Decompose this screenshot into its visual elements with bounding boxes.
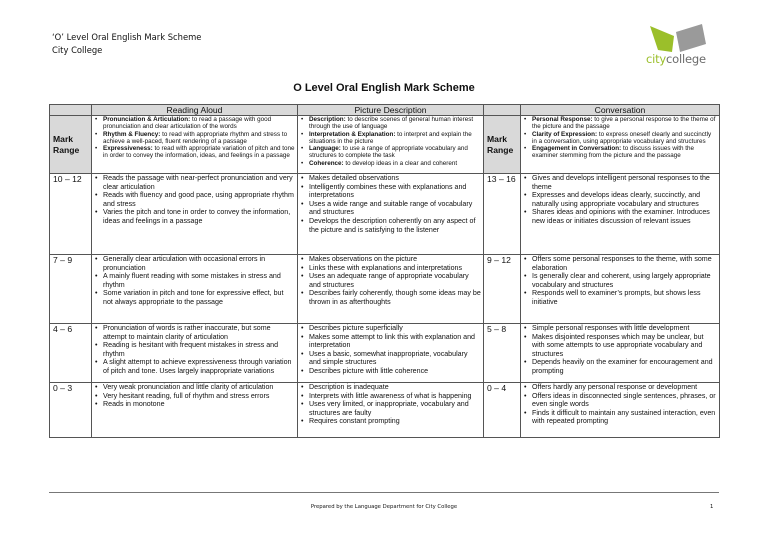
criterion-item: • Coherence: to develop ideas in a clear and coherent [300, 160, 481, 167]
criterion-item: • Rhythm & Fluency: to read with appropriate rhythm and stress to achieve a well-paced, fluent rendering of a passage [94, 131, 295, 146]
conversation-descriptors [521, 255, 720, 324]
descriptor-item: • Offers ideas in disconnected single sentences, phrases, or even single words [523, 392, 717, 409]
descriptor-item: • Generally clear articulation with occasional errors in pronunciation [94, 255, 295, 272]
descriptor-item: • Makes some attempt to link this with explanation and interpretation [300, 333, 481, 350]
descriptor-item: • Uses very limited, or inappropriate, vocabulary and structures are faulty [300, 400, 481, 417]
band-row-3 [50, 324, 720, 383]
reading-descriptors [92, 174, 298, 255]
band-row-1 [50, 174, 720, 255]
conversation-descriptors [521, 324, 720, 383]
descriptor-item: • Uses a basic, somewhat inappropriate, vocabulary and simple structures [300, 350, 481, 367]
criterion-item: • Engagement in Conversation: to discuss issues with the examiner stemming from the picture and the passage [523, 145, 717, 160]
descriptor-item: • Simple personal responses with little development [523, 324, 717, 333]
logo-wordmark-college: college [666, 52, 706, 66]
descriptor-item: • Requires constant prompting [300, 417, 481, 426]
descriptor-item: • A mainly fluent reading with some mistakes in stress and rhythm [94, 272, 295, 289]
document-header [52, 31, 201, 57]
descriptor-item: • A slight attempt to achieve expressiveness through variation of pitch and tone. Uses largely inappropriate variations [94, 358, 295, 375]
conversation-criteria [521, 116, 720, 174]
criterion-item: • Language: to use a range of appropriate vocabulary and structures to complete the task [300, 145, 481, 160]
reading-criteria [92, 116, 298, 174]
logo-wordmark-city: city [646, 52, 667, 66]
document-header-title: ‘O’ Level Oral English Mark Scheme [52, 32, 202, 42]
descriptor-item: • Some variation in pitch and tone for expressive effect, but not always appropriate to the passage [94, 289, 295, 306]
descriptor-item: • Description is inadequate [300, 383, 481, 392]
descriptor-item: • Responds well to examiner’s prompts, but shows less initiative [523, 289, 717, 306]
picture-descriptors [298, 174, 484, 255]
logo-grey-shape [676, 24, 706, 52]
descriptor-item: • Depends heavily on the examiner for encouragement and prompting [523, 358, 717, 375]
descriptor-item: • Uses an adequate range of appropriate vocabulary and structures [300, 272, 481, 289]
descriptor-item: • Makes detailed observations [300, 174, 481, 183]
descriptor-item: • Develops the description coherently on any aspect of the picture and is satisfying to the listener [300, 217, 481, 234]
descriptor-item: • Makes disjointed responses which may be unclear, but with some attempts to use appropriate vocabulary and structures [523, 333, 717, 359]
criterion-item: • Expressiveness: to read with appropriate variation of pitch and tone in order to convey the information, ideas, and feelings in a passage [94, 145, 295, 160]
header-blank-cell [484, 105, 521, 116]
criterion-item: • Interpretation & Explanation: to interpret and explain the situations in the picture [300, 131, 481, 146]
descriptor-item: • Very hesitant reading, full of rhythm and stress errors [94, 392, 295, 401]
reading-picture-mark-range: 0 – 3 [50, 383, 92, 438]
descriptor-item: • Offers hardly any personal response or development [523, 383, 717, 392]
criterion-item: • Personal Response: to give a personal response to the theme of the picture and the passage [523, 116, 717, 131]
conversation-mark-range: 9 – 12 [484, 255, 521, 324]
mark-scheme-table [49, 104, 720, 438]
descriptor-item: • Describes fairly coherently, though some ideas may be thrown in as afterthoughts [300, 289, 481, 306]
header-blank-cell [50, 105, 92, 116]
descriptor-item: • Links these with explanations and interpretations [300, 264, 481, 273]
descriptor-item: • Reading is hesitant with frequent mistakes in stress and rhythm [94, 341, 295, 358]
descriptor-item: • Uses a wide range and suitable range of vocabulary and structures [300, 200, 481, 217]
band-row-4 [50, 383, 720, 438]
descriptor-item: • Describes picture superficially [300, 324, 481, 333]
descriptor-item: • Offers some personal responses to the theme, with some elaboration [523, 255, 717, 272]
page-title: O Level Oral English Mark Scheme [293, 82, 475, 94]
section-conversation: Conversation [521, 105, 720, 116]
band-row-2 [50, 255, 720, 324]
descriptor-item: • Reads the passage with near-perfect pronunciation and very clear articulation [94, 174, 295, 191]
mark-range-label: Mark Range [50, 116, 92, 174]
descriptor-item: • Expresses and develops ideas clearly, succinctly, and naturally using appropriate vocabulary and structures [523, 191, 717, 208]
descriptor-item: • Reads with fluency and good pace, using appropriate rhythm and stress [94, 191, 295, 208]
reading-descriptors [92, 324, 298, 383]
descriptor-item: • Is generally clear and coherent, using largely appropriate vocabulary and structures [523, 272, 717, 289]
page-number: 1 [710, 504, 714, 510]
conversation-mark-range: 0 – 4 [484, 383, 521, 438]
section-picture-description: Picture Description [298, 105, 484, 116]
conversation-descriptors [521, 383, 720, 438]
reading-descriptors [92, 383, 298, 438]
logo-green-shape [650, 26, 674, 52]
reading-descriptors [92, 255, 298, 324]
picture-criteria [298, 116, 484, 174]
descriptor-item: • Shares ideas and opinions with the examiner. Introduces new ideas or initiates discussion of relevant issues [523, 208, 717, 225]
logo-wordmark [646, 52, 706, 66]
reading-picture-mark-range: 10 – 12 [50, 174, 92, 255]
descriptor-item: • Interprets with little awareness of what is happening [300, 392, 481, 401]
footer-divider [49, 492, 719, 493]
section-reading-aloud: Reading Aloud [92, 105, 298, 116]
conversation-descriptors [521, 174, 720, 255]
descriptor-item: • Describes picture with little coherence [300, 367, 481, 376]
picture-descriptors [298, 324, 484, 383]
criterion-item: • Description: to describe scenes of general human interest through the use of language [300, 116, 481, 131]
descriptor-item: • Very weak pronunciation and little clarity of articulation [94, 383, 295, 392]
descriptor-item: • Pronunciation of words is rather inaccurate, but some attempt to maintain clarity of articulation [94, 324, 295, 341]
descriptor-item: • Makes observations on the picture [300, 255, 481, 264]
document-header-college: City College [52, 45, 103, 55]
criteria-row [50, 116, 720, 174]
footer-text: Prepared by the Language Department for City College [310, 504, 458, 510]
criterion-item: • Pronunciation & Articulation: to read a passage with good pronunciation and clear articulation of the words [94, 116, 295, 131]
picture-descriptors [298, 255, 484, 324]
descriptor-item: • Reads in monotone [94, 400, 295, 409]
descriptor-item: • Gives and develops intelligent personal responses to the theme [523, 174, 717, 191]
reading-picture-mark-range: 7 – 9 [50, 255, 92, 324]
conversation-mark-range: 13 – 16 [484, 174, 521, 255]
criterion-item: • Clarity of Expression: to express oneself clearly and succinctly in a conversation, using appropriate vocabulary and structures [523, 131, 717, 146]
section-header-row [50, 105, 720, 116]
descriptor-item: • Intelligently combines these with explanations and interpretations [300, 183, 481, 200]
reading-picture-mark-range: 4 – 6 [50, 324, 92, 383]
conversation-mark-range: 5 – 8 [484, 324, 521, 383]
picture-descriptors [298, 383, 484, 438]
descriptor-item: • Finds it difficult to maintain any sustained interaction, even with repeated prompting [523, 409, 717, 426]
mark-range-label: Mark Range [484, 116, 521, 174]
descriptor-item: • Varies the pitch and tone in order to convey the information, ideas and feelings in a passage [94, 208, 295, 225]
